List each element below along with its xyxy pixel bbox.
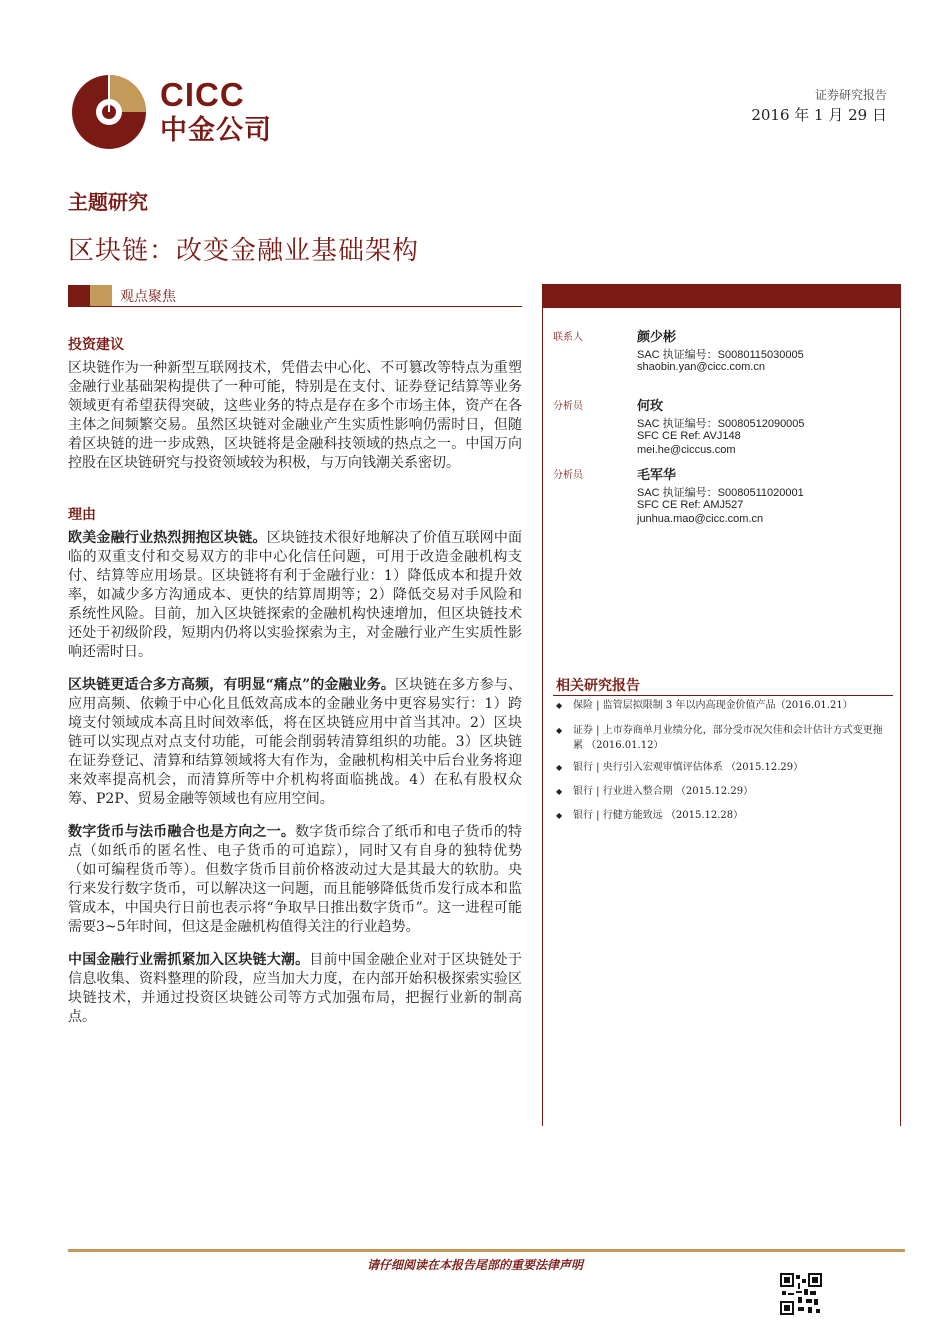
viewpoint-marker-gold — [90, 285, 112, 307]
bullet-icon: ◆ — [556, 701, 563, 710]
analyst-name: 颜少彬 — [637, 330, 677, 345]
analyst-name: 毛军华 — [637, 468, 677, 483]
legal-disclaimer: 请仔细阅读在本报告尾部的重要法律声明 — [366, 1258, 583, 1272]
viewpoint-marker-dark — [68, 285, 90, 307]
reason-paragraph: 区块链更适合多方高频，有明显“痛点”的金融业务。区块链在多方参与、应用高频、依赖于中心化且低效高成本的金融业务中更容易实行：1）跨境支付领域成本高且时间效率低，将在区块链应用中首当其冲。2）区块链可以实现点对点支付功能，可能会削弱转清算组织的功能。3）区块链在证券登记、清算和结算领域将大有作为，金融机构相关中后台业务将迎来效率提高机会，而清算所等中介机构将面临挑战。4）在私有股权众筹、P2P、贸易金融等领域也有应用空间。 — [68, 677, 523, 807]
reason-paragraph: 欧美金融行业热烈拥抱区块链。区块链技术很好地解决了价值互联网中面临的双重支付和交易双方的非中心化信任问题，可用于改造金融机构支付、结算等应用场景。区块链将有利于金融行业：1）降低成本和提升效率，如减少多方沟通成本、更快的结算周期等；2）降低交易对手风险和系统性风险。目前，加入区块链探索的金融机构快速增加，但区块链技术还处于初级阶段，短期内仍将以实验探索为主，对金融行业产生实质性影响还需时日。 — [68, 530, 523, 660]
divider — [68, 306, 522, 307]
reason-paragraph: 数字货币与法币融合也是方向之一。数字货币综合了纸币和电子货币的特点（如纸币的匿名性、电子货币的可追踪），同时又有自身的独特优势（如可编程货币等）。但数字货币目前价格波动过大是其最大的软肋。央行来发行数字货币，可以解决这一问题，而且能够降低货币发行成本和监管成本，中国央行日前也表示将“争取早日推出数字货币”。这一进程可能需要3~5年时间，但这是金融机构值得关注的行业趋势。 — [68, 824, 523, 935]
cicc-logo-mark — [70, 73, 148, 151]
analyst-email[interactable]: mei.he@ciccus.com — [637, 444, 736, 456]
analyst-email[interactable]: shaobin.yan@cicc.com.cn — [637, 361, 765, 373]
analyst-role: 分析员 — [553, 401, 583, 412]
analyst-sac: SAC 执证编号：S0080511020001 — [637, 487, 804, 499]
report-date: 2016 年 1 月 29 日 — [751, 106, 887, 124]
reason-heading: 理由 — [68, 507, 96, 523]
invest-heading: 投资建议 — [68, 337, 124, 353]
bullet-icon: ◆ — [556, 787, 563, 796]
divider — [553, 695, 893, 696]
report-type: 证券研究报告 — [814, 88, 887, 102]
page-title: 区块链：改变金融业基础架构 — [68, 236, 420, 266]
analyst-sfc: SFC CE Ref: AMJ527 — [637, 499, 744, 511]
viewpoint-label: 观点聚焦 — [120, 289, 176, 305]
logo-text-en: CICC — [160, 76, 245, 113]
related-item[interactable]: ◆ 保险 | 监管层拟限制 3 年以内高现金价值产品（2016.01.21） — [556, 700, 853, 711]
analyst-sac: SAC 执证编号：S0080512090005 — [637, 418, 805, 430]
related-item[interactable]: ◆ 银行 | 央行引入宏观审慎评估体系 （2015.12.29） — [556, 762, 804, 773]
bullet-icon: ◆ — [556, 811, 563, 820]
related-item[interactable]: ◆ 银行 | 行业进入整合期 （2015.12.29） — [556, 786, 754, 797]
logo-text-cn: 中金公司 — [160, 115, 272, 146]
analyst-name: 何玫 — [637, 399, 664, 414]
qr-code-icon — [780, 1273, 822, 1315]
analyst-role: 分析员 — [553, 470, 583, 481]
analyst-sfc: SFC CE Ref: AVJ148 — [637, 430, 741, 442]
footer-divider — [68, 1249, 905, 1252]
analyst-sac: SAC 执证编号：S0080115030005 — [637, 349, 804, 361]
related-item[interactable]: ◆ 证券 | 上市券商单月业绩分化，部分受市况欠佳和会计估计方式变更拖累 （2016.01.12） — [556, 725, 883, 751]
analyst-role: 联系人 — [553, 332, 583, 343]
related-heading: 相关研究报告 — [556, 678, 640, 694]
related-item[interactable]: ◆ 银行 | 行健方能致远 （2015.12.28） — [556, 810, 744, 821]
reason-paragraph: 中国金融行业需抓紧加入区块链大潮。目前中国金融企业对于区块链处于信息收集、资料整理的阶段，应当加大力度，在内部开始积极探索实验区块链技术，并通过投资区块链公司等方式加强布局，把握行业新的制高点。 — [68, 952, 523, 1025]
invest-body: 区块链作为一种新型互联网技术，凭借去中心化、不可篡改等特点为重塑金融行业基础架构提供了一种可能，特别是在支付、证券登记结算等业务领域更有希望获得突破，这些业务的特点是存在多个市场主体，资产在各主体之间频繁交易。虽然区块链对金融业产生实质性影响仍需时日，但随着区块链的进一步成熟，区块链将是金融科技领域的热点之一。中国万向控股在区块链研究与投资领域较为积极，与万向钱潮关系密切。 — [68, 360, 522, 471]
bullet-icon: ◆ — [556, 726, 563, 735]
report-category: 主题研究 — [68, 190, 148, 214]
main-body — [68, 336, 522, 1027]
analyst-email[interactable]: junhua.mao@cicc.com.cn — [637, 513, 764, 525]
bullet-icon: ◆ — [556, 763, 563, 772]
